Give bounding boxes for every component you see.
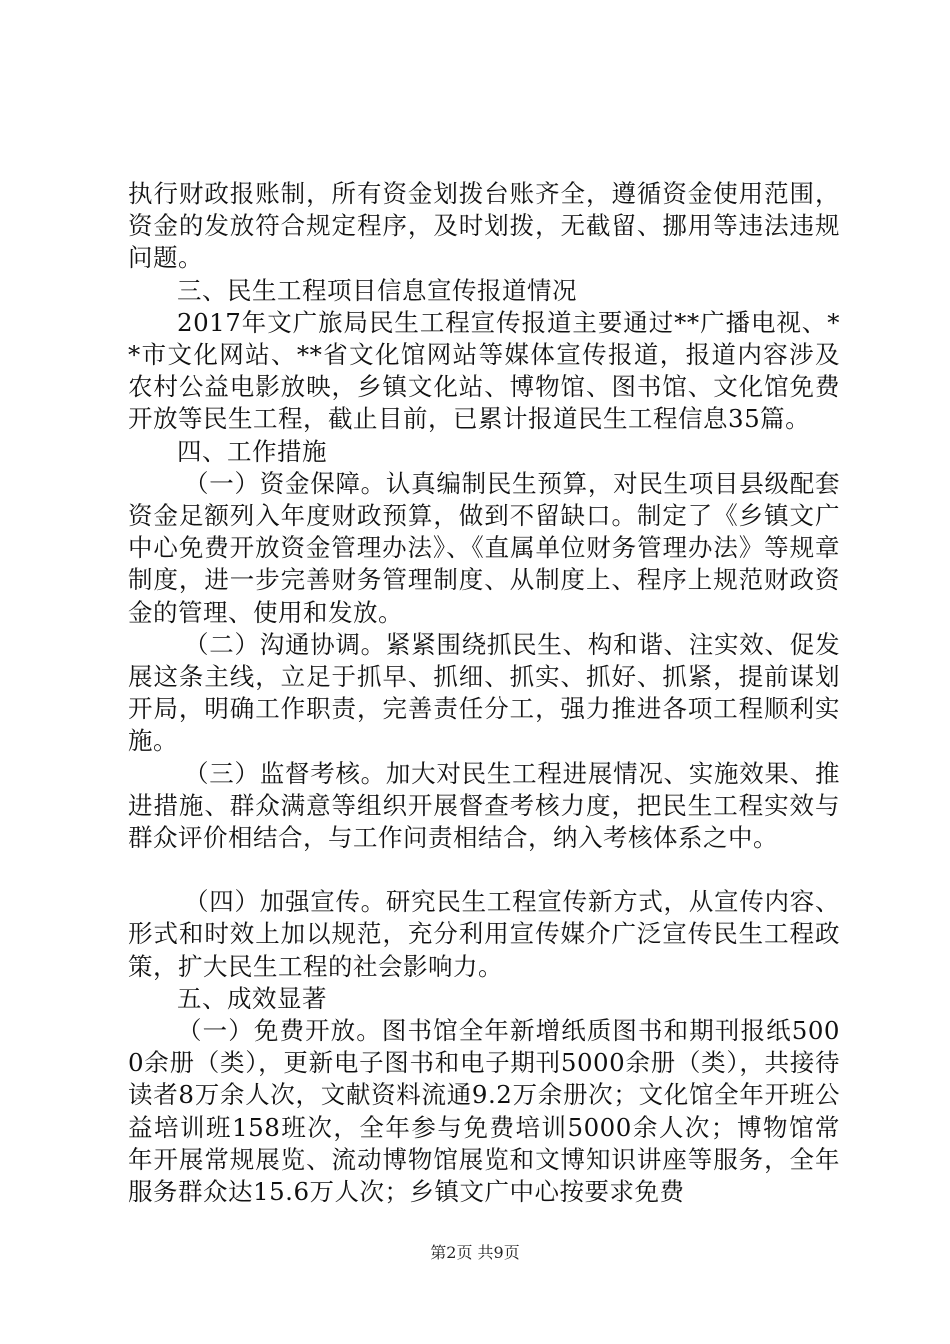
paragraph-publicity-report: 2017年文广旅局民生工程宣传报道主要通过**广播电视、**市文化网站、**省文化馆网站等媒体宣传报道，报道内容涉及农村公益电影放映，乡镇文化站、博物馆、图书馆、文化馆免费开放等民生工程，截止目前，已累计报道民生工程信息35篇。: [128, 307, 840, 434]
paragraph-result-free-opening: （一）免费开放。图书馆全年新增纸质图书和期刊报纸5000余册（类），更新电子图书和电子期刊5000余册（类），共接待读者8万余人次，文献资料流通9.2万余册次；文化馆全年开班公益培训班158班次，全年参与免费培训5000余人次；博物馆常年开展常规展览、流动博物馆展览和文博知识讲座等服务，全年服务群众达15.6万人次；乡镇文广中心按要求免费: [128, 1016, 840, 1207]
paragraph-funding-continuation: 执行财政报账制，所有资金划拨台账齐全，遵循资金使用范围，资金的发放符合规定程序，及时划拨，无截留、挪用等违法违规问题。: [128, 179, 840, 273]
paragraph-measure-supervision: （三）监督考核。加大对民生工程进展情况、实施效果、推进措施、群众满意等组织开展督查考核力度，把民生工程实效与群众评价相结合，与工作问责相结合，纳入考核体系之中。: [128, 758, 840, 853]
paragraph-measure-coordination: （二）沟通协调。紧紧围绕抓民生、构和谐、注实效、促发展这条主线，立足于抓早、抓细、抓实、抓好、抓紧，提前谋划开局，明确工作职责，完善责任分工，强力推进各项工程顺利实施。: [128, 629, 840, 756]
paragraph-measure-funding: （一）资金保障。认真编制民生预算，对民生项目县级配套资金足额列入年度财政预算，做到不留缺口。制定了《乡镇文广中心免费开放资金管理办法》、《直属单位财务管理办法》等规章制度，进一步完善财务管理制度、从制度上、程序上规范财政资金的管理、使用和发放。: [128, 468, 840, 627]
paragraph-measure-publicity: （四）加强宣传。研究民生工程宣传新方式，从宣传内容、形式和时效上加以规范，充分利用宣传媒介广泛宣传民生工程政策，扩大民生工程的社会影响力。: [128, 887, 840, 981]
page-number-footer: 第2页 共9页: [430, 1243, 520, 1262]
section-heading-results: 五、成效显著: [177, 983, 327, 1013]
section-heading-publicity: 三、民生工程项目信息宣传报道情况: [177, 275, 577, 305]
document-body: [128, 178, 840, 1208]
section-heading-measures: 四、工作措施: [177, 436, 327, 466]
